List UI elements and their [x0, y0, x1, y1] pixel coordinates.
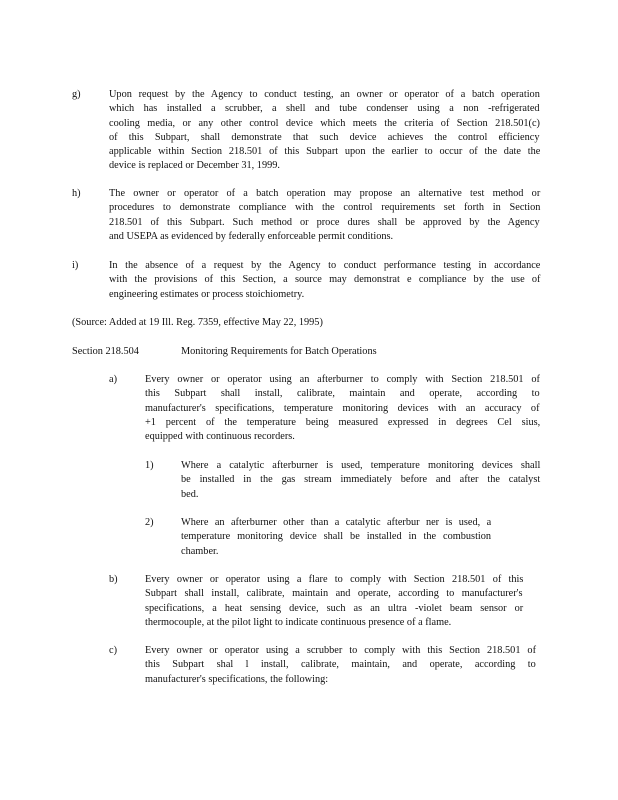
text-line: cooling media, or any other control device which meets the criteria of Section 218.501(c) — [109, 117, 540, 129]
paragraph-label: g) — [72, 89, 81, 100]
text-line: manufacturer's specifications, the following: — [145, 673, 329, 685]
subsection-text — [145, 644, 536, 687]
text-line: Every owner or operator using a flare to comply with Section 218.501 of this — [145, 574, 524, 585]
subsubsection-text — [181, 459, 540, 502]
paragraph-label: h) — [72, 188, 81, 199]
text-line: The owner or operator of a batch operation may propose an alternative test method or — [109, 188, 541, 199]
subsubsection-text — [181, 516, 491, 559]
text-line: +1 percent of the temperature being measured expressed in degrees Cel sius, — [145, 416, 541, 428]
text-line: and USEPA as evidenced by federally enforceable permit conditions. — [109, 230, 394, 242]
source-note: (Source: Added at 19 Ill. Reg. 7359, effective May 22, 1995) — [72, 317, 323, 328]
text-line: device is replaced or December 31, 1999. — [109, 160, 280, 172]
text-line: manufacturer's specifications, temperature monitoring devices with an accuracy of — [145, 402, 540, 414]
text-line: Where an afterburner other than a catalytic afterbur ner is used, a — [181, 517, 492, 528]
paragraph-text — [109, 259, 540, 302]
text-line: specifications, a heat sensing device, such as an ultra -violet beam sensor or — [145, 602, 524, 614]
text-line: Subpart shall install, calibrate, maintain and operate, according to manufacturer's — [145, 588, 523, 600]
paragraph-text — [109, 88, 540, 174]
text-line: Every owner or operator using an afterburner to comply with Section 218.501 of — [145, 374, 540, 385]
subsection-text — [145, 573, 523, 630]
text-line: with the provisions of this Section, a source may demonstrat e compliance by the use of — [109, 274, 541, 286]
subsubsection-label: 2) — [145, 517, 154, 528]
text-line: this Subpart shall install, calibrate, maintain and operate, according to — [145, 388, 540, 400]
subsection-text — [145, 373, 540, 444]
subsection-label: c) — [109, 645, 117, 656]
text-line: equipped with continuous recorders. — [145, 431, 295, 443]
text-line: bed. — [181, 488, 199, 500]
paragraph-label: i) — [72, 260, 79, 271]
text-line: applicable within Section 218.501 of this Subpart upon the earlier to occur of the date the — [109, 146, 541, 158]
text-line: chamber. — [181, 545, 219, 557]
subsection-label: b) — [109, 574, 118, 585]
text-line: Every owner or operator using a scrubber to comply with this Section 218.501 of — [145, 645, 537, 656]
text-line: of this Subpart, shall demonstrate that such device achieves the control efficiency — [109, 131, 540, 143]
section-title: Monitoring Requirements for Batch Operations — [181, 346, 377, 357]
text-line: 218.501 of this Subpart. Such method or proce dures shall be approved by the Agency — [109, 216, 540, 228]
subsection-label: a) — [109, 374, 117, 385]
text-line: Where a catalytic afterburner is used, temperature monitoring devices shall — [181, 460, 541, 471]
subsubsection-label: 1) — [145, 460, 154, 471]
text-line: In the absence of a request by the Agency to conduct performance testing in accordance — [109, 260, 541, 271]
section-number: Section 218.504 — [72, 346, 139, 357]
text-line: temperature monitoring device shall be installed in the combustion — [181, 531, 492, 543]
text-line: Upon request by the Agency to conduct testing, an owner or operator of a batch operation — [109, 89, 540, 100]
text-line: which has installed a scrubber, a shell and tube condenser using a non -refrigerated — [109, 103, 540, 115]
text-line: thermocouple, at the pilot light to indicate continuous presence of a flame. — [145, 616, 452, 628]
text-line: this Subpart shal l install, calibrate, maintain, and operate, according to — [145, 659, 536, 671]
text-line: procedures to demonstrate compliance with the control requirements set forth in Section — [109, 202, 541, 214]
text-line: engineering estimates or process stoichiometry. — [109, 288, 305, 300]
text-line: be installed in the gas stream immediately before and after the catalyst — [181, 474, 541, 486]
paragraph-text — [109, 187, 540, 244]
